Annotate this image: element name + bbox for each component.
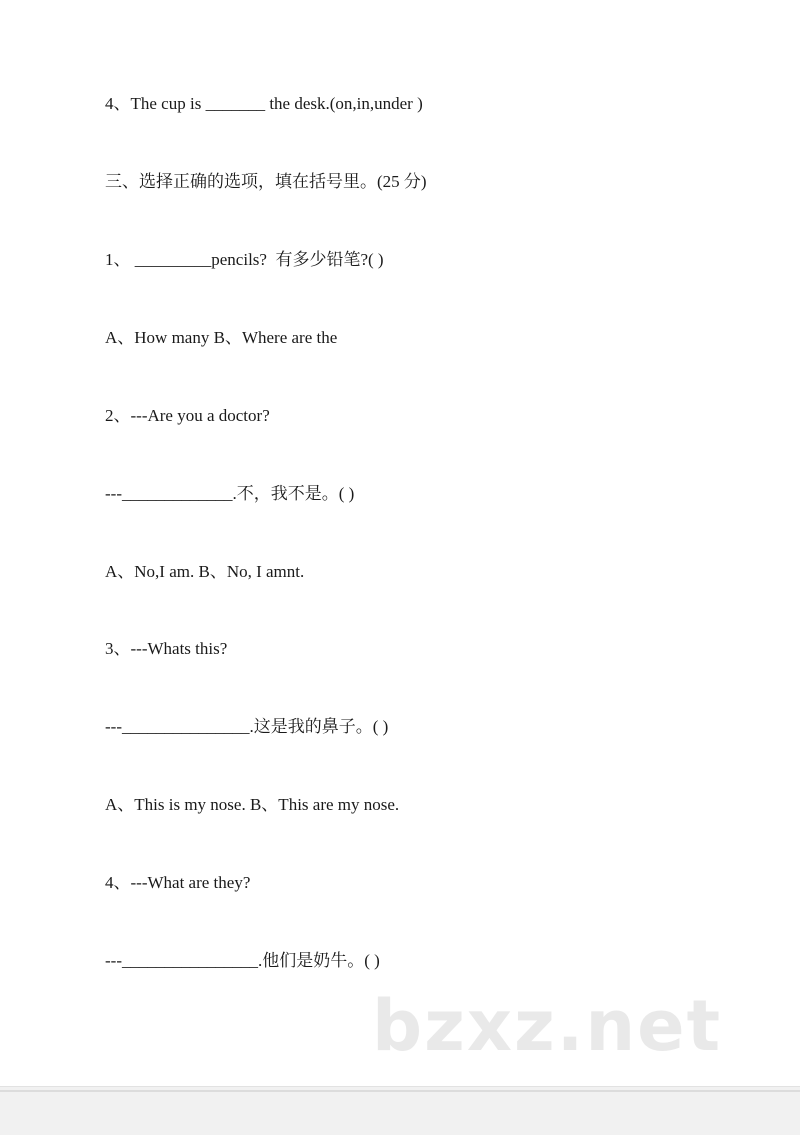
question-4-prompt: 4、---What are they? (105, 873, 251, 892)
question-1-options: A、How many B、Where are the (105, 328, 338, 347)
question-2-prompt: 2、---Are you a doctor? (105, 406, 270, 425)
question-1-prompt: 1、 _________pencils? 有多少铅笔?( ) (105, 250, 384, 269)
page-bottom-edge (0, 1086, 800, 1135)
question-4-fill-blank: 4、The cup is _______ the desk.(on,in,under ) (105, 94, 423, 113)
question-2-options: A、No,I am. B、No, I amnt. (105, 562, 305, 581)
question-4-answer-blank: ---________________.他们是奶牛。( ) (105, 951, 380, 970)
question-3-answer-blank: ---_______________.这是我的鼻子。( ) (105, 717, 389, 736)
question-3-options: A、This is my nose. B、This are my nose. (105, 795, 400, 814)
section-3-heading: 三、选择正确的选项，填在括号里。(25 分) (105, 172, 427, 191)
watermark-text: bzxz.net (372, 985, 723, 1067)
question-3-prompt: 3、---Whats this? (105, 639, 228, 658)
page-divider (0, 1090, 800, 1092)
question-2-answer-blank: ---_____________.不，我不是。( ) (105, 484, 355, 503)
